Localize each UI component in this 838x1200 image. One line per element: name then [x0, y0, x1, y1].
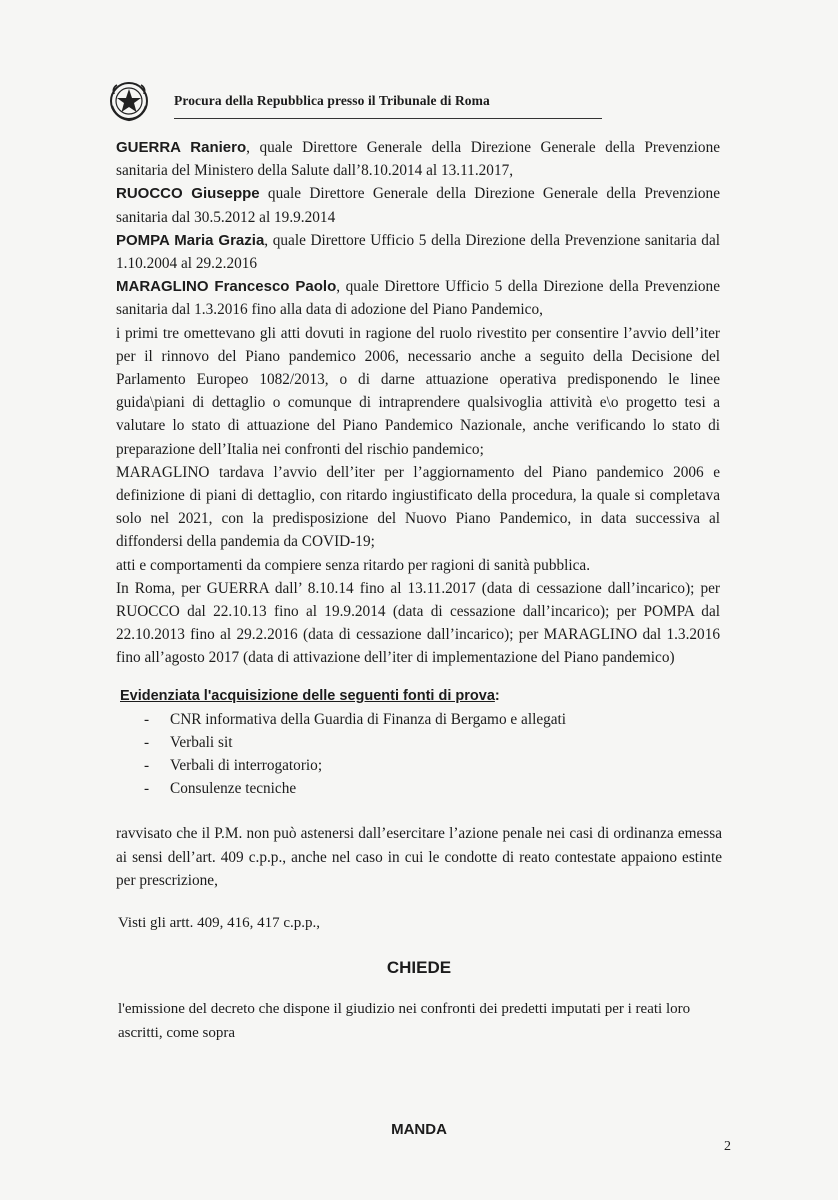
dash-bullet: -	[144, 757, 150, 774]
defendant-role: , quale Direttore Ufficio 5 della Direzione della Prevenzione sanitaria dal 1.3.2016 fino alla data di adozione del Piano Pandemico,	[116, 278, 720, 319]
defendant-name: RUOCCO Giuseppe	[116, 185, 260, 203]
dash-bullet: -	[144, 780, 150, 797]
defendant-paragraph-guerra	[116, 136, 720, 182]
italian-republic-emblem-icon	[108, 80, 150, 122]
charge-paragraph: MARAGLINO tardava l’avvio dell’iter per l’aggiornamento del Piano pandemico 2006 e definizione di piani di dettaglio, con ritardo ingiustificato della procedura, la quale si completava solo nel 2021, con la predisposizione del Nuovo Piano Pandemico, in data successiva al diffondersi della pandemia da COVID-19;	[116, 463, 720, 551]
letterhead	[108, 80, 698, 122]
list-item-text: CNR informativa della Guardia di Finanza di Bergamo e allegati	[170, 711, 567, 728]
list-item	[144, 777, 720, 800]
document-body	[116, 136, 720, 670]
list-item	[144, 754, 720, 777]
defendant-name: MARAGLINO Francesco Paolo	[116, 278, 337, 296]
chiede-heading: CHIEDE	[386, 958, 452, 977]
manda-heading: MANDA	[391, 1121, 447, 1138]
header-divider	[174, 118, 602, 119]
defendant-role: quale Direttore Generale della Direzione Generale della Prevenzione sanitaria dal 30.5.2012 al 19.9.2014	[116, 185, 720, 226]
evidence-list	[120, 708, 720, 800]
charge-paragraph: i primi tre omettevano gli atti dovuti in ragione del ruolo rivestito per consentire l’avvio dell’iter per il rinnovo del Piano pandemico 2006, necessario anche a seguito della Decisione del Parlamento Europeo 1082/2013, o di darne attuazione operativa predisponendo le linee guida\piani di dettaglio o comunque di intraprendere qualsivoglia attività e\o progetto tesi a valutare lo stato di attuazione del Piano Pandemico Nazionale, anche verificando lo stato di preparazione dell’Italia nei confronti del rischio pandemico;	[116, 324, 720, 458]
evidence-title	[120, 688, 720, 704]
evidence-title-text: Evidenziata l'acquisizione delle seguenti fonti di prova	[120, 688, 495, 704]
list-item-text: Verbali sit	[170, 734, 233, 751]
page-number: 2	[724, 1139, 731, 1154]
place-time-paragraph: In Roma, per GUERRA dall’ 8.10.14 fino al 13.11.2017 (data di cessazione dall’incarico); per RUOCCO dal 22.10.13 fino al 19.9.2014 (data di cessazione dall’incarico); per POMPA dal 22.10.2013 fino al 29.2.2016 (data di cessazione dall’incarico); per MARAGLINO dal 1.3.2016 fino all’agosto 2017 (data di attivazione dell’iter di implementazione del Piano pandemico)	[116, 579, 720, 667]
dash-bullet: -	[144, 734, 150, 751]
visti-paragraph: Visti gli artt. 409, 416, 417 c.p.p.,	[118, 915, 321, 931]
charge-paragraph: atti e comportamenti da compiere senza ritardo per ragioni di sanità pubblica.	[116, 556, 591, 574]
defendant-role: , quale Direttore Ufficio 5 della Direzione della Prevenzione sanitaria dal 1.10.2004 al 29.2.2016	[116, 231, 720, 273]
list-item-text: Verbali di interrogatorio;	[170, 757, 323, 774]
list-item	[144, 731, 720, 754]
defendant-paragraph-maraglino	[116, 275, 720, 321]
evidence-section	[120, 688, 720, 800]
ravvisato-paragraph: ravvisato che il P.M. non può astenersi dall’esercitare l’azione penale nei casi di ordinanza emessa ai sensi dell’art. 409 c.p.p., anche nel caso in cui le condotte di reato contestate appaiono estinte per prescrizione,	[116, 825, 722, 889]
office-title: Procura della Repubblica presso il Tribunale di Roma	[174, 93, 490, 108]
defendant-paragraph-ruocco	[116, 182, 720, 228]
evidence-title-colon: :	[494, 688, 500, 704]
list-item-text: Consulenze tecniche	[170, 780, 297, 797]
defendant-role: , quale Direttore Generale della Direzione Generale della Prevenzione sanitaria del Ministero della Salute dall’8.10.2014 al 13.11.2017,	[116, 139, 721, 180]
dash-bullet: -	[144, 711, 150, 728]
defendant-name: GUERRA Raniero	[116, 139, 247, 156]
defendant-paragraph-pompa	[116, 229, 720, 275]
list-item	[144, 708, 720, 731]
defendant-name: POMPA Maria Grazia	[116, 231, 265, 249]
request-paragraph: l'emissione del decreto che dispone il giudizio nei confronti dei predetti imputati per i reati loro ascritti, come sopra	[118, 1001, 691, 1041]
